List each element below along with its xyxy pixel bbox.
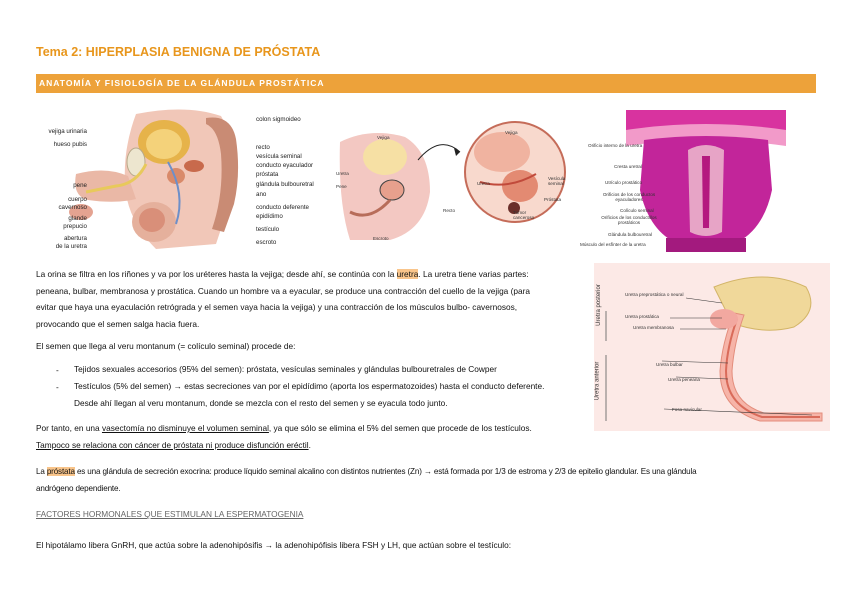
- bullet-marker-2: -: [56, 382, 59, 392]
- label-glande: glande: [68, 215, 87, 222]
- label-orificio-interno: Orificio interno de la uretra: [588, 143, 643, 148]
- section-heading-factores-hormonales: FACTORES HORMONALES QUE ESTIMULAN LA ESPERMATOGENIA: [36, 509, 304, 519]
- underline-tampoco: Tampoco se relaciona con cáncer de próstata ni produce disfunción eréctil: [36, 439, 309, 450]
- label-prostata-zoom: Próstata: [544, 197, 562, 202]
- label-abertura: abertura: [63, 235, 87, 242]
- label-conducto-deferente: conducto deferente: [256, 204, 309, 211]
- pelvis-illustration: [36, 104, 341, 254]
- label-epididimo: epidídimo: [256, 213, 283, 220]
- label-glandula-bulbouretral-small: Glándula bulbouretral: [608, 232, 652, 237]
- label-orificios-conductos-eyaculadores: Orificios de los conductos eyaculadores: [602, 192, 656, 202]
- label-colon-sigmoideo: colon sigmoideo: [256, 116, 301, 123]
- paragraph-5: El hipotálamo libera GnRH, que actúa sobre la adenohipósifis → la adenohipófisis libera FSH y LH, que actúan sobre el testículo:: [36, 540, 512, 550]
- label-recto: recto: [256, 144, 270, 151]
- figure-prostatic-urethra: [626, 110, 786, 252]
- label-testiculo: testículo: [256, 226, 280, 233]
- label-prostata: próstata: [256, 171, 279, 178]
- label-pene: pene: [73, 182, 87, 189]
- label-ano: ano: [256, 191, 267, 198]
- label-glandula-bulbouretral: glándula bulbouretral: [256, 181, 314, 188]
- label-hueso-pubis: hueso pubis: [53, 141, 87, 148]
- label-uretra-zoom: Uretra: [477, 181, 490, 186]
- bullet-item-1: Tejidos sexuales accesorios (95% del semen): próstata, vesículas seminales y glándulas bulbouretrales de Cowper: [74, 364, 497, 374]
- section-band: ANATOMÍA Y FISIOLOGÍA DE LA GLÁNDULA PROSTÁTICA: [36, 74, 816, 93]
- paragraph-1: La orina se filtra en los riñones y va por los uréteres hasta la vejiga; desde ahí, se continúa con la uretra. La uretra tiene varias partes: peneana, bulbar, membranosa y prostática. Cuando un hombre va a eyacular, se produce una contracción del cuello de la vejiga (para evitar que haya una eyaculación retrógrada y el semen vaya hacia la vejiga) y una contracción de los músculos bulbo- cavernosos, provocando que el semen salga hacia fuera.: [36, 269, 530, 329]
- paragraph-4: La próstata es una glándula de secreción exocrina: produce líquido seminal alcalino con distintos nutrientes (Zn) → está formada por 1/3 de estroma y 2/3 de epitelio glandular. Es una glándula andrógeno dependiente.: [36, 467, 697, 493]
- label-utriculo-prostatico: Utrículo prostático: [605, 180, 643, 185]
- underline-vasectomia: vasectomía no disminuye el volumen seminal: [101, 423, 269, 433]
- label-vesicula-seminal: vesícula seminal: [256, 153, 302, 160]
- label-cuerpo: cuerpo: [68, 196, 87, 203]
- label-cavernoso: cavernoso: [58, 204, 87, 211]
- highlight-prostata: próstata: [46, 467, 75, 476]
- bullet-marker-1: -: [56, 365, 59, 375]
- label-uretra-preprostatica: Uretra preprostática o neural: [625, 292, 684, 297]
- paragraph-3: Por tanto, en una vasectomía no disminuye el volumen seminal, ya que sólo se elimina el 5% del semen que procede de los testículos. Tampoco se relaciona con cáncer de próstata ni produce disfunción eréctil.: [36, 423, 532, 450]
- label-vejiga-urinaria: vejiga urinaria: [48, 128, 87, 135]
- label-conducto-eyaculador: conducto eyaculador: [256, 162, 314, 169]
- highlight-uretra: uretra: [396, 269, 419, 279]
- paragraph-2: El semen que llega al veru montanum (= colículo seminal) procede de:: [36, 341, 296, 351]
- figure-urethra-parts: [594, 263, 830, 431]
- label-coliculo-seminal: Colículo seminal: [620, 208, 654, 213]
- label-uretra-posterior: Uretra posterior: [595, 284, 602, 326]
- figure-pelvis-sagittal: [36, 104, 341, 254]
- label-uretra-peneana: Uretra peneana: [668, 377, 700, 382]
- label-escroto: escroto: [256, 239, 277, 246]
- label-vesicula-seminal-zoom: Vesícula seminal: [548, 176, 566, 186]
- label-recto-small: Recto: [443, 208, 456, 213]
- label-uretra-anterior: Uretra anterior: [594, 361, 601, 401]
- bullet-item-2: Testículos (5% del semen) → estas secreciones van por el epidídimo (aporta los espermatozoides) hasta el conducto deferente. Desde ahí llegan al veru montanum, donde se mezcla con el resto del semen y se eyacula todo junto.: [74, 381, 545, 408]
- label-prepucio: prepucio: [63, 223, 87, 230]
- label-orificios-conductillos: Orificios de los conductillos prostáticos: [601, 215, 657, 225]
- label-uretra-membranosa: Uretra membranosa: [633, 325, 674, 330]
- label-uretra-small: Uretra: [336, 171, 349, 176]
- label-tumor-canceroso: Tumor canceroso: [513, 210, 535, 220]
- label-uretra-prostatica: Uretra prostática: [625, 314, 659, 319]
- label-vejiga-small: Vejiga: [377, 135, 390, 140]
- label-escroto-small: Escroto: [373, 236, 389, 241]
- label-pene-small: Pene: [336, 184, 347, 189]
- prostatic-urethra-illustration: [626, 110, 786, 252]
- label-uretra-bulbar: Uretra bulbar: [656, 362, 683, 367]
- urethra-parts-illustration: [594, 263, 830, 431]
- label-vejiga-zoom: Vejiga: [505, 130, 518, 135]
- label-de-la-uretra: de la uretra: [55, 243, 87, 250]
- label-cresta-uretral: Cresta uretral: [614, 164, 642, 169]
- label-musculo-esfinter: Músculo del esfínter de la uretra: [580, 242, 646, 247]
- label-fosa-navicular: Fosa navicular: [672, 407, 702, 412]
- document-title: Tema 2: HIPERPLASIA BENIGNA DE PRÓSTATA: [36, 45, 321, 59]
